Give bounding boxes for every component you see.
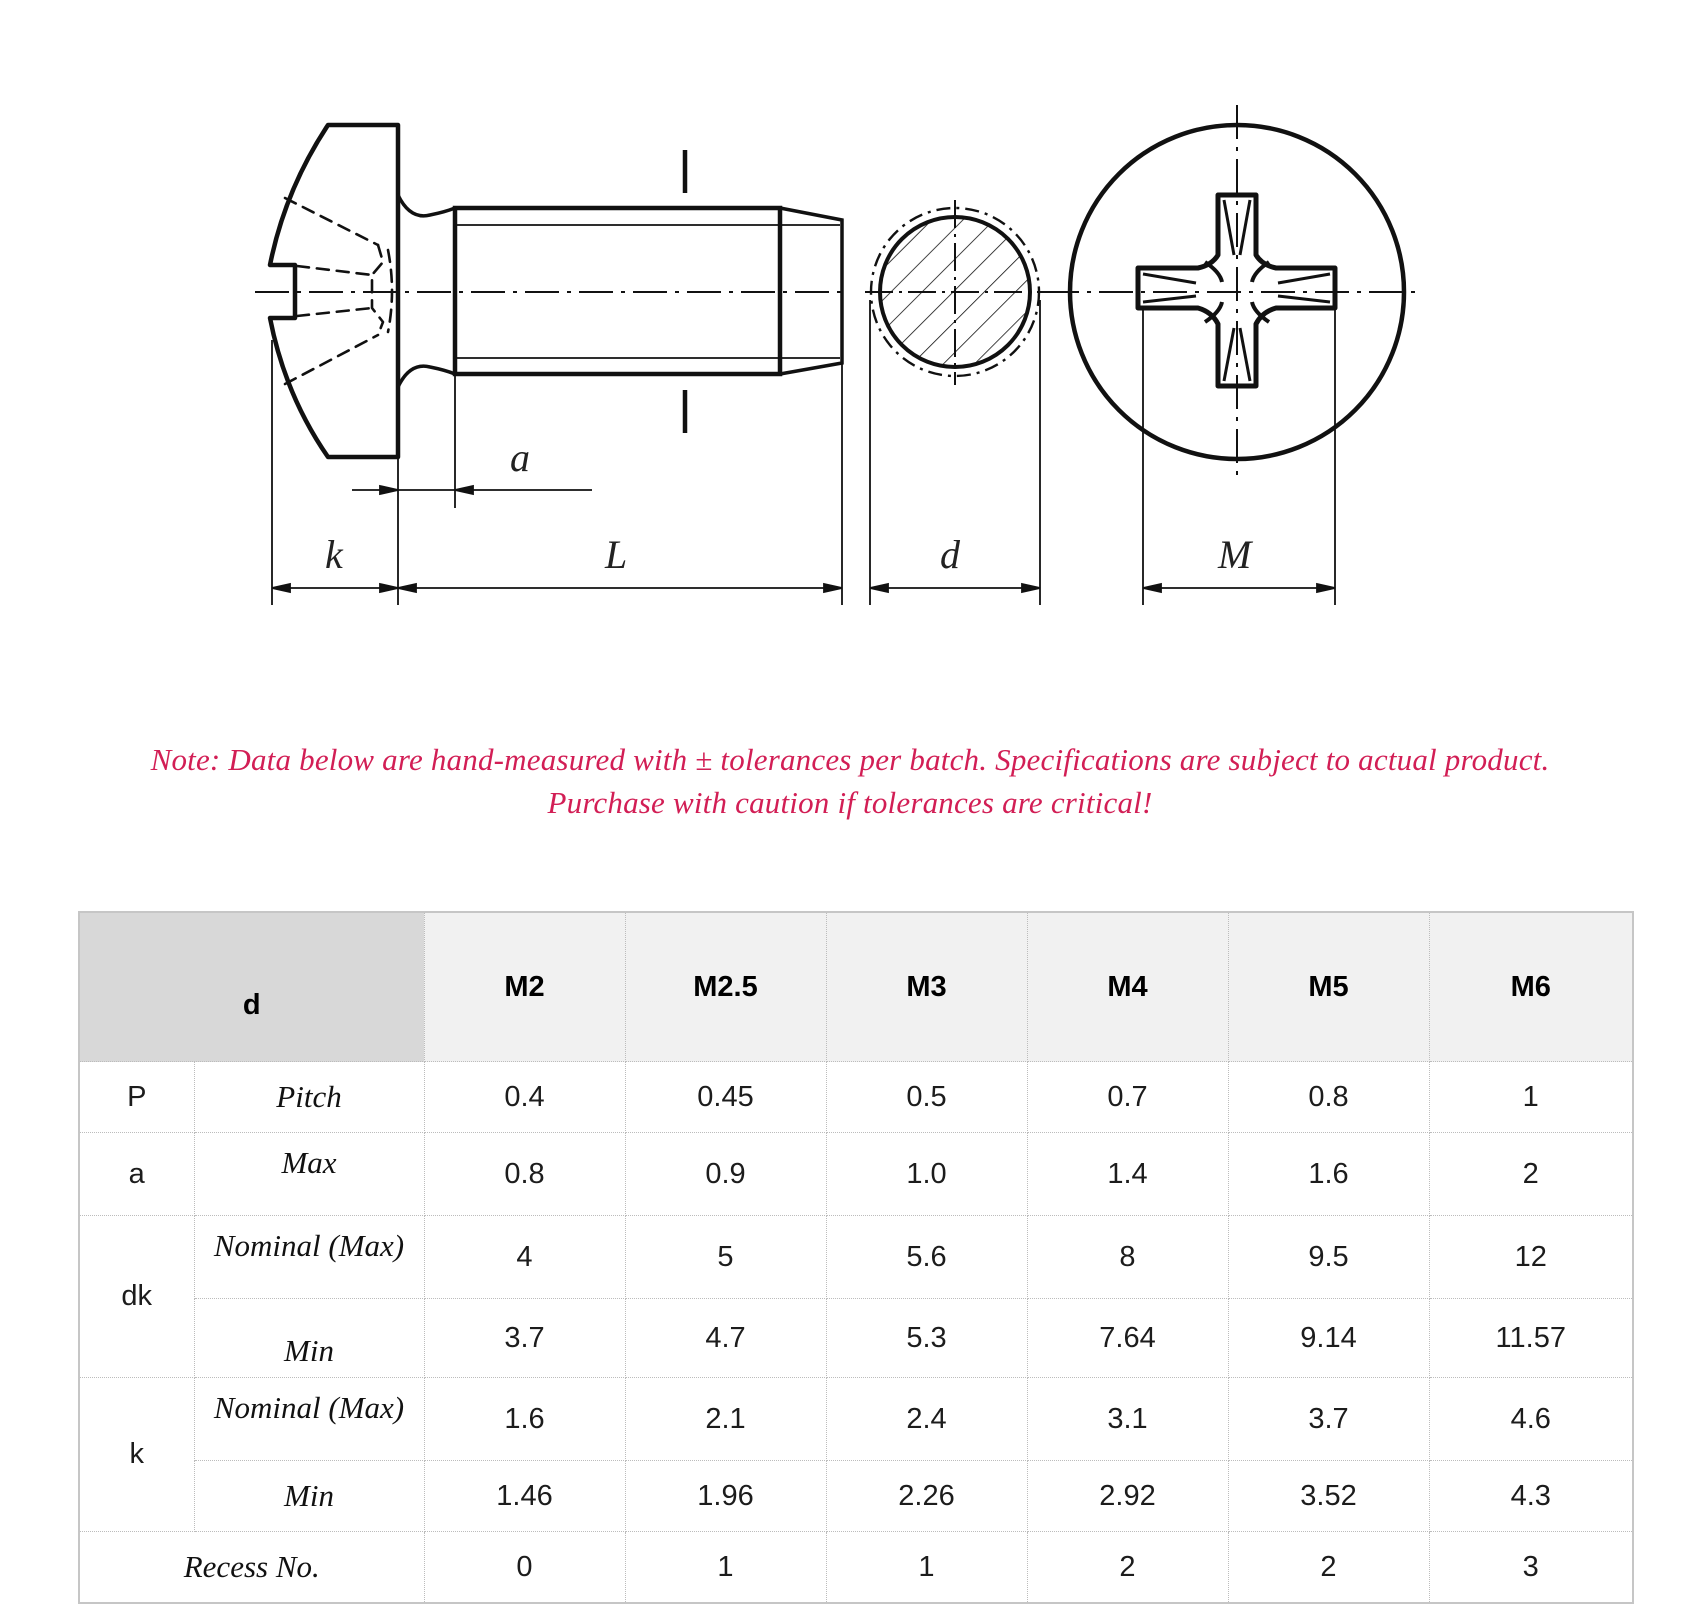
table-cell: 1.96 xyxy=(625,1461,826,1532)
table-cell: 2.26 xyxy=(826,1461,1027,1532)
head-top-view xyxy=(1045,105,1420,478)
table-cell: 5.3 xyxy=(826,1299,1027,1378)
dimension-lines xyxy=(272,300,1335,605)
table-row-k-min xyxy=(79,1461,1633,1532)
table-cell: 7.64 xyxy=(1027,1299,1228,1378)
table-cell: 4 xyxy=(424,1216,625,1299)
table-cell: 2.1 xyxy=(625,1378,826,1461)
dimension-spec-table xyxy=(78,911,1634,1604)
table-cell: 3.1 xyxy=(1027,1378,1228,1461)
table-row-recess-no xyxy=(79,1532,1633,1604)
table-cell: 0.45 xyxy=(625,1062,826,1133)
table-cell: 9.5 xyxy=(1228,1216,1429,1299)
row-symbol: k xyxy=(79,1378,194,1532)
table-cell: 0.4 xyxy=(424,1062,625,1133)
tolerance-note: Note: Data below are hand-measured with ± tolerances per batch. Specifications are subject to actual product. Purchase with caution if tolerances are critical! xyxy=(150,742,1550,820)
table-cell: 4.3 xyxy=(1429,1461,1633,1532)
table-cell: 2 xyxy=(1228,1532,1429,1604)
row-label: Min xyxy=(194,1461,424,1532)
table-cell: 1.46 xyxy=(424,1461,625,1532)
table-cell: 3 xyxy=(1429,1532,1633,1604)
row-label: Nominal (Max) xyxy=(194,1216,424,1299)
row-label: Pitch xyxy=(194,1062,424,1133)
row-symbol: P xyxy=(79,1062,194,1133)
table-cell: 4.7 xyxy=(625,1299,826,1378)
row-symbol: a xyxy=(79,1133,194,1216)
column-header-m6: M6 xyxy=(1429,912,1633,1062)
table-cell: 2.92 xyxy=(1027,1461,1228,1532)
row-label: Nominal (Max) xyxy=(194,1378,424,1461)
table-cell: 0.9 xyxy=(625,1133,826,1216)
table-cell: 3.7 xyxy=(424,1299,625,1378)
table-cell: 0.7 xyxy=(1027,1062,1228,1133)
screw-technical-drawing xyxy=(0,0,1701,640)
table-row-dk-nominal xyxy=(79,1216,1633,1299)
row-symbol: dk xyxy=(79,1216,194,1378)
table-cell: 5 xyxy=(625,1216,826,1299)
table-cell: 2 xyxy=(1027,1532,1228,1604)
table-cell: 0.8 xyxy=(424,1133,625,1216)
column-header-m4: M4 xyxy=(1027,912,1228,1062)
dimension-label-L: L xyxy=(605,532,628,577)
dimension-label-M: M xyxy=(1218,532,1252,577)
table-cell: 1.0 xyxy=(826,1133,1027,1216)
column-header-m3: M3 xyxy=(826,912,1027,1062)
table-row-k-nominal xyxy=(79,1378,1633,1461)
row-label: Min xyxy=(194,1299,424,1378)
table-cell: 9.14 xyxy=(1228,1299,1429,1378)
table-cell: 1.6 xyxy=(1228,1133,1429,1216)
table-cell: 1.6 xyxy=(424,1378,625,1461)
table-cell: 1.4 xyxy=(1027,1133,1228,1216)
table-row-pitch xyxy=(79,1062,1633,1133)
thread-cross-section xyxy=(865,200,1045,385)
dimension-label-a: a xyxy=(510,435,530,480)
column-header-m5: M5 xyxy=(1228,912,1429,1062)
table-cell: 8 xyxy=(1027,1216,1228,1299)
table-cell: 5.6 xyxy=(826,1216,1027,1299)
dimension-label-d: d xyxy=(940,532,960,577)
table-cell: 12 xyxy=(1429,1216,1633,1299)
screw-drawing-svg xyxy=(0,0,1701,640)
table-row-dk-min xyxy=(79,1299,1633,1378)
table-header-row xyxy=(79,912,1633,1062)
table-cell: 0 xyxy=(424,1532,625,1604)
table-cell: 11.57 xyxy=(1429,1299,1633,1378)
table-cell: 3.7 xyxy=(1228,1378,1429,1461)
table-cell: 2.4 xyxy=(826,1378,1027,1461)
table-cell: 1 xyxy=(826,1532,1027,1604)
dimension-label-k: k xyxy=(325,532,343,577)
table-cell: 4.6 xyxy=(1429,1378,1633,1461)
header-corner-d: d xyxy=(79,912,424,1062)
column-header-m2-5: M2.5 xyxy=(625,912,826,1062)
table-row-a-max xyxy=(79,1133,1633,1216)
table-cell: 0.8 xyxy=(1228,1062,1429,1133)
table-cell: 3.52 xyxy=(1228,1461,1429,1532)
column-header-m2: M2 xyxy=(424,912,625,1062)
row-label: Max xyxy=(194,1133,424,1216)
table-cell: 1 xyxy=(1429,1062,1633,1133)
table-cell: 0.5 xyxy=(826,1062,1027,1133)
table-cell: 1 xyxy=(625,1532,826,1604)
row-label: Recess No. xyxy=(79,1532,424,1604)
table-cell: 2 xyxy=(1429,1133,1633,1216)
